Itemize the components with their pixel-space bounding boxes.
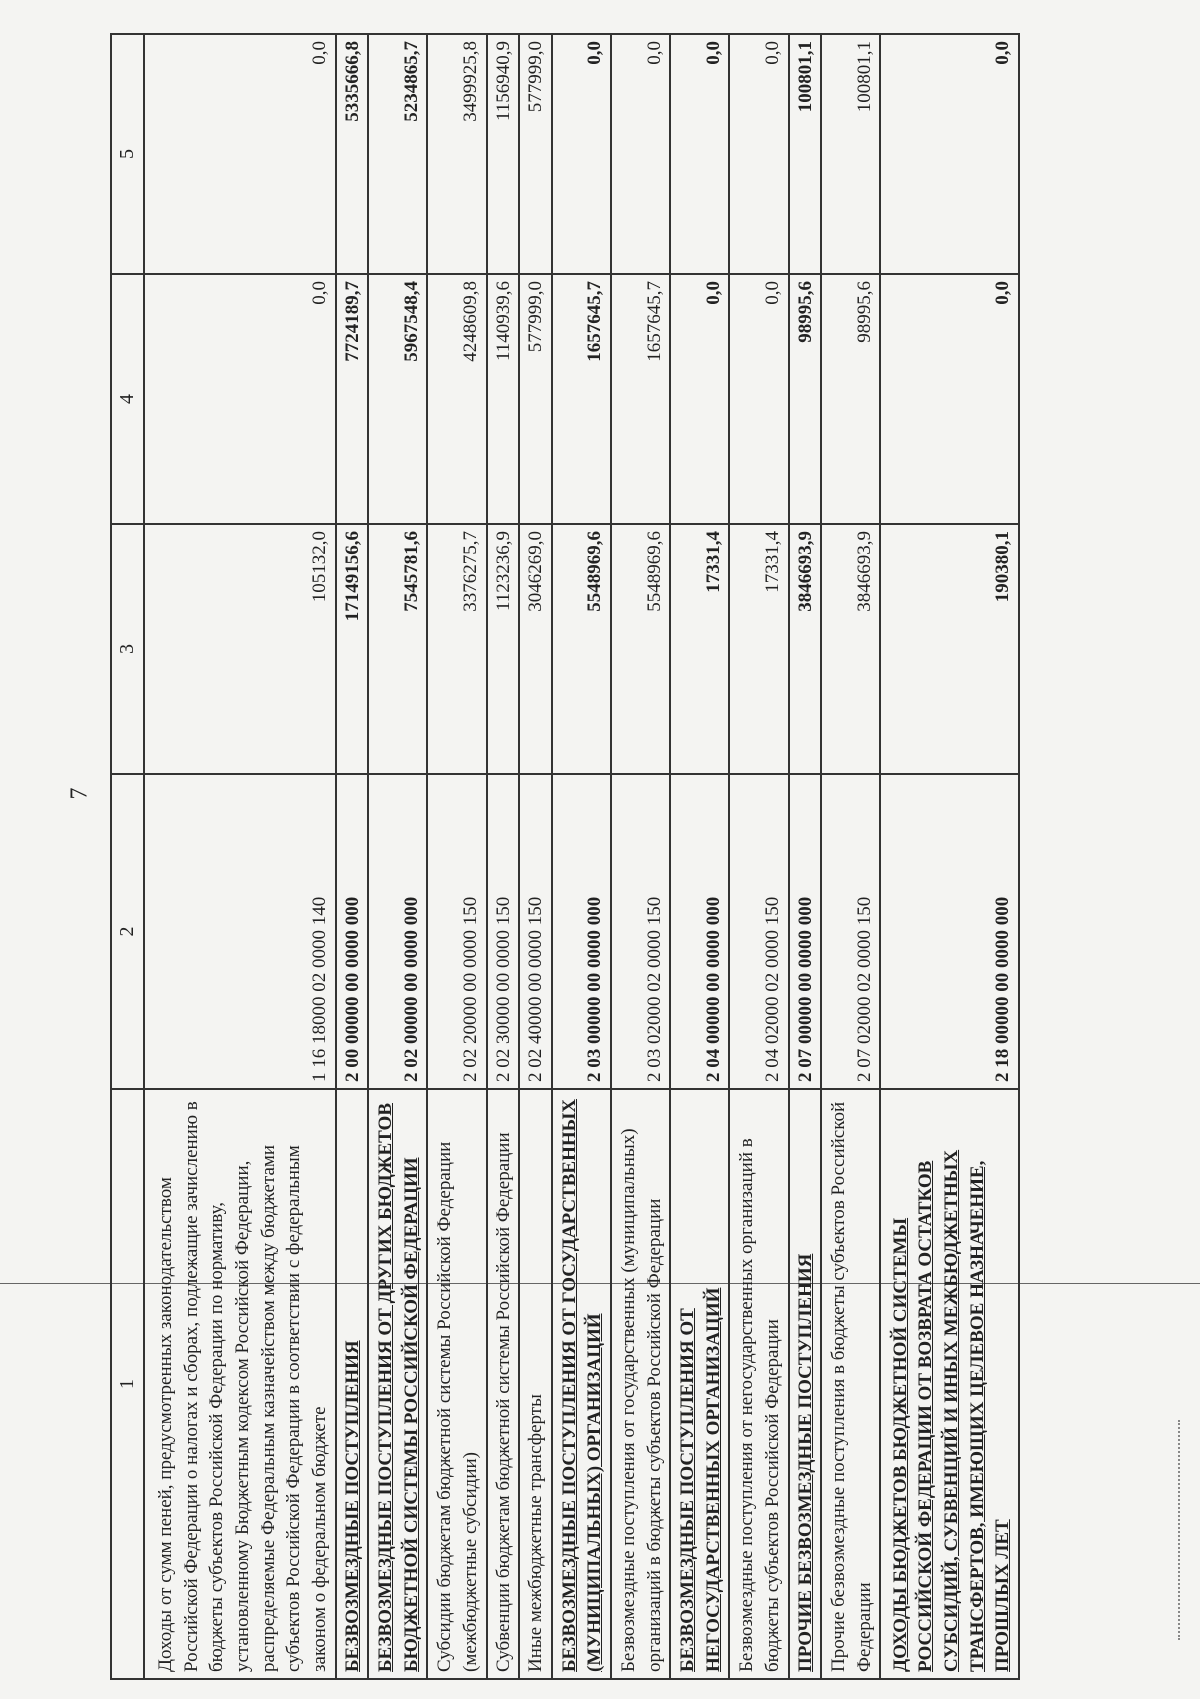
row-name-cell: Безвозмездные поступления от государственных (муниципальных) организаций в бюджеты субъектов Российской Федерации: [611, 1089, 670, 1679]
row-value-col5: 0,0: [144, 34, 336, 274]
row-value-col3: 17149156,6: [336, 524, 369, 774]
row-value-col4: 0,0: [729, 274, 788, 524]
row-value-col3: 3376275,7: [427, 524, 486, 774]
row-name-cell: Прочие безвозмездные поступления в бюджеты субъектов Российской Федерации: [821, 1089, 880, 1679]
header-col-3: 3: [111, 524, 144, 774]
row-value-col5: 1156940,9: [487, 34, 520, 274]
table-row: [144, 34, 336, 1679]
row-code-cell: 2 03 00000 00 0000 000: [552, 774, 611, 1089]
rotated-table-wrapper: [110, 35, 1020, 1680]
row-value-col4: 577999,0: [519, 274, 552, 524]
row-value-col3: 5548969,6: [552, 524, 611, 774]
row-value-col4: 1140939,6: [487, 274, 520, 524]
row-value-col5: 5335666,8: [336, 34, 369, 274]
table-row: [789, 34, 822, 1679]
row-code-cell: 2 02 30000 00 0000 150: [487, 774, 520, 1089]
row-value-col3: 3046269,0: [519, 524, 552, 774]
row-value-col3: 17331,4: [729, 524, 788, 774]
row-value-col5: 0,0: [880, 34, 1019, 274]
table-row: [821, 34, 880, 1679]
row-value-col3: 1123236,9: [487, 524, 520, 774]
row-name-cell: Доходы от сумм пеней, предусмотренных законодательством Российской Федерации о налогах и сборах, подлежащие зачислению в бюджеты субъектов Российской Федерации по нормативу, установленному Бюджетным кодексом Российской Федерации, распределяемые Федеральным казначейством между бюджетами субъектов Российской Федерации в соответствии с федеральным законом о федеральном бюджете: [144, 1089, 336, 1679]
header-col-5: 5: [111, 34, 144, 274]
table-row: [552, 34, 611, 1679]
table-row: [368, 34, 427, 1679]
row-value-col4: 0,0: [670, 274, 729, 524]
row-name-cell: Иные межбюджетные трансферты: [519, 1089, 552, 1679]
row-code-cell: 2 04 02000 02 0000 150: [729, 774, 788, 1089]
row-value-col5: 100801,1: [789, 34, 822, 274]
row-name-cell: БЕЗВОЗМЕЗДНЫЕ ПОСТУПЛЕНИЯ ОТ ГОСУДАРСТВЕННЫХ (МУНИЦИПАЛЬНЫХ) ОРГАНИЗАЦИЙ: [552, 1089, 611, 1679]
row-value-col4: 0,0: [880, 274, 1019, 524]
row-value-col3: 5548969,6: [611, 524, 670, 774]
table-row: [729, 34, 788, 1679]
row-value-col3: 3846693,9: [789, 524, 822, 774]
row-value-col4: 7724189,7: [336, 274, 369, 524]
row-value-col3: 3846693,9: [821, 524, 880, 774]
row-name-cell: БЕЗВОЗМЕЗДНЫЕ ПОСТУПЛЕНИЯ ОТ НЕГОСУДАРСТВЕННЫХ ОРГАНИЗАЦИЙ: [670, 1089, 729, 1679]
row-code-cell: 2 02 00000 00 0000 000: [368, 774, 427, 1089]
row-code-cell: 1 16 18000 02 0000 140: [144, 774, 336, 1089]
header-col-2: 2: [111, 774, 144, 1089]
row-name-cell: Субвенции бюджетам бюджетной системы Российской Федерации: [487, 1089, 520, 1679]
row-value-col4: 0,0: [144, 274, 336, 524]
row-value-col4: 1657645,7: [552, 274, 611, 524]
row-code-cell: 2 00 00000 00 0000 000: [336, 774, 369, 1089]
rotated-table-container: [110, 35, 1020, 1680]
row-name-cell: Безвозмездные поступления от негосударственных организаций в бюджеты субъектов Российской Федерации: [729, 1089, 788, 1679]
row-value-col4: 5967548,4: [368, 274, 427, 524]
table-row: [519, 34, 552, 1679]
table-row: [487, 34, 520, 1679]
row-value-col4: 4248609,8: [427, 274, 486, 524]
row-code-cell: 2 03 02000 02 0000 150: [611, 774, 670, 1089]
row-code-cell: 2 07 02000 02 0000 150: [821, 774, 880, 1089]
row-value-col4: 98995,6: [789, 274, 822, 524]
row-value-col3: 7545781,6: [368, 524, 427, 774]
row-code-cell: 2 04 00000 00 0000 000: [670, 774, 729, 1089]
budget-revenue-table: [110, 33, 1020, 1680]
table-row: [611, 34, 670, 1679]
row-value-col5: 5234865,7: [368, 34, 427, 274]
row-value-col5: 100801,1: [821, 34, 880, 274]
header-col-1: 1: [111, 1089, 144, 1679]
row-code-cell: 2 02 40000 00 0000 150: [519, 774, 552, 1089]
page-number: 7: [66, 787, 93, 800]
row-value-col4: 1657645,7: [611, 274, 670, 524]
table-row: [880, 34, 1019, 1679]
row-value-col4: 98995,6: [821, 274, 880, 524]
row-value-col5: 0,0: [552, 34, 611, 274]
row-value-col5: 577999,0: [519, 34, 552, 274]
row-name-cell: ДОХОДЫ БЮДЖЕТОВ БЮДЖЕТНОЙ СИСТЕМЫ РОССИЙСКОЙ ФЕДЕРАЦИИ ОТ ВОЗВРАТА ОСТАТКОВ СУБСИДИЙ, СУБВЕНЦИЙ И ИНЫХ МЕЖБЮДЖЕТНЫХ ТРАНСФЕРТОВ, ИМЕЮЩИХ ЦЕЛЕВОЕ НАЗНАЧЕНИЕ, ПРОШЛЫХ ЛЕТ: [880, 1089, 1019, 1679]
row-value-col5: 0,0: [670, 34, 729, 274]
row-value-col3: 17331,4: [670, 524, 729, 774]
row-code-cell: 2 02 20000 00 0000 150: [427, 774, 486, 1089]
header-col-4: 4: [111, 274, 144, 524]
row-value-col3: 190380,1: [880, 524, 1019, 774]
row-value-col3: 105132,0: [144, 524, 336, 774]
row-name-cell: ПРОЧИЕ БЕЗВОЗМЕЗДНЫЕ ПОСТУПЛЕНИЯ: [789, 1089, 822, 1679]
row-code-cell: 2 18 00000 00 0000 000: [880, 774, 1019, 1089]
row-value-col5: 0,0: [729, 34, 788, 274]
row-name-cell: БЕЗВОЗМЕЗДНЫЕ ПОСТУПЛЕНИЯ ОТ ДРУГИХ БЮДЖЕТОВ БЮДЖЕТНОЙ СИСТЕМЫ РОССИЙСКОЙ ФЕДЕРАЦИИ: [368, 1089, 427, 1679]
margin-dash-artifact: [1178, 1420, 1182, 1640]
row-value-col5: 0,0: [611, 34, 670, 274]
table-row: [427, 34, 486, 1679]
row-name-cell: БЕЗВОЗМЕЗДНЫЕ ПОСТУПЛЕНИЯ: [336, 1089, 369, 1679]
table-row: [336, 34, 369, 1679]
row-code-cell: 2 07 00000 00 0000 000: [789, 774, 822, 1089]
table-row: [670, 34, 729, 1679]
table-body: [144, 34, 1019, 1679]
row-value-col5: 3499925,8: [427, 34, 486, 274]
row-name-cell: Субсидии бюджетам бюджетной системы Российской Федерации (межбюджетные субсидии): [427, 1089, 486, 1679]
table-header-row: [111, 34, 144, 1679]
